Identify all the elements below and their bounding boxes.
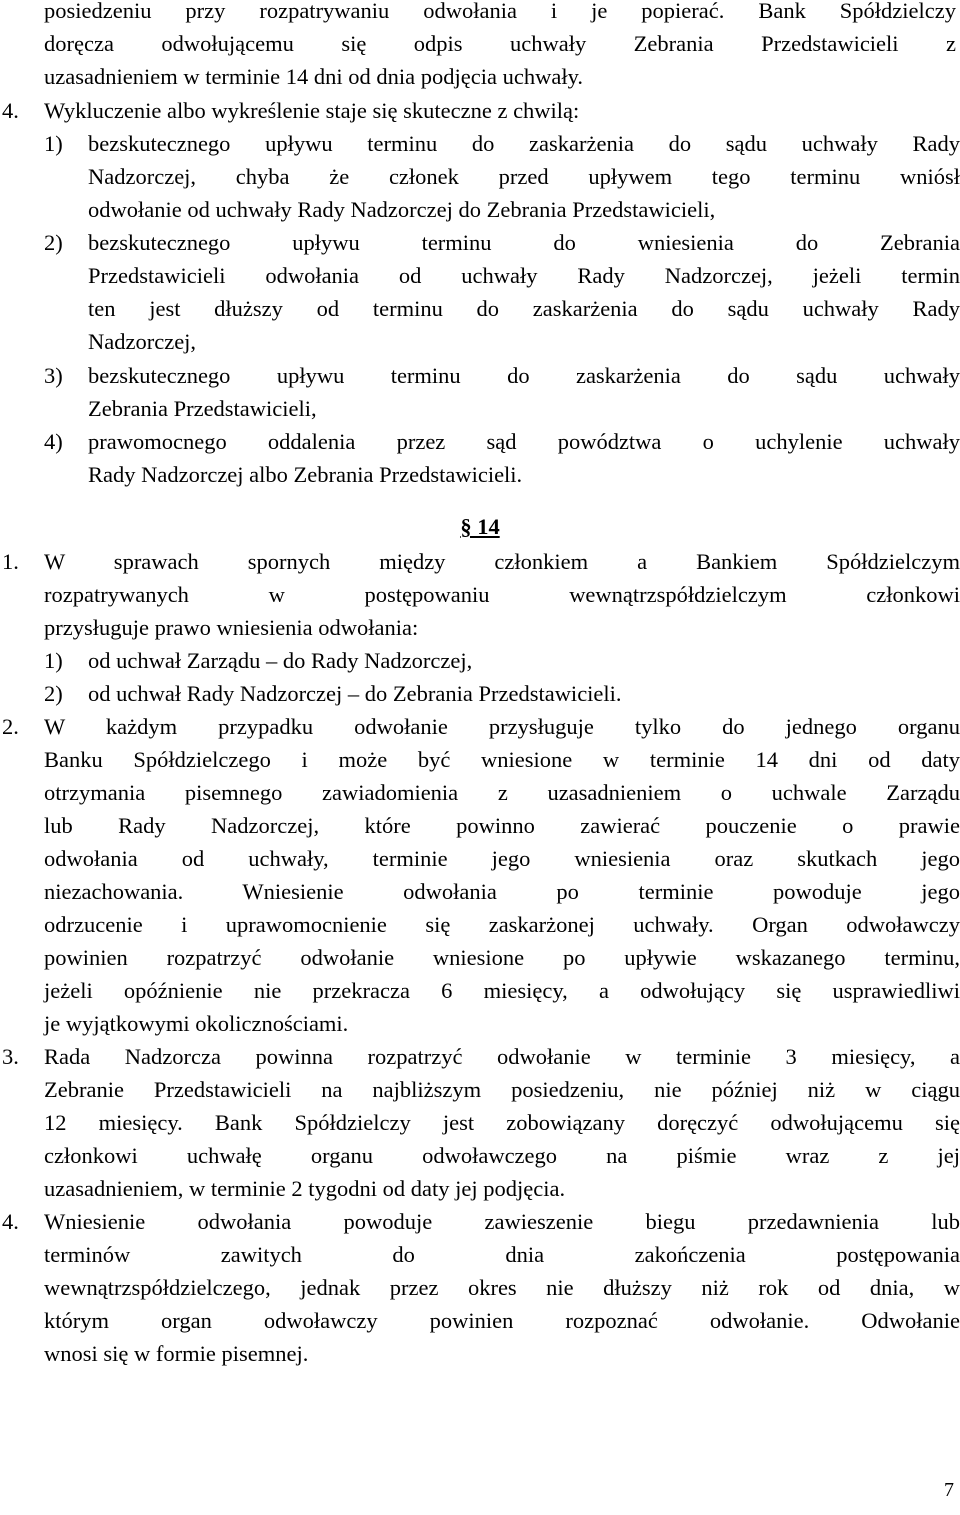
item-number: 2. xyxy=(2,714,19,739)
item-number: 3. xyxy=(2,1044,19,1069)
text-line: bezskutecznego upływu terminu do zaskarżenia do sądu uchwały xyxy=(88,363,960,388)
subitem-number: 1) xyxy=(44,648,63,673)
text-line: Nadzorczej, chyba że członek przed upływem tego terminu wniósł xyxy=(88,164,960,189)
text-line: odwołania od uchwały, terminie jego wniesienia oraz skutkach jego xyxy=(44,846,960,871)
text-line: je wyjątkowymi okolicznościami. xyxy=(44,1011,349,1036)
text-line: W każdym przypadku odwołanie przysługuje tylko do jednego organu xyxy=(44,714,960,739)
text-line: którym organ odwoławczy powinien rozpoznać odwołanie. Odwołanie xyxy=(44,1308,960,1333)
text-line: ten jest dłuższy od terminu do zaskarżenia do sądu uchwały Rady xyxy=(88,296,960,321)
text-line: wewnątrzspółdzielczego, jednak przez okres nie dłuższy niż rok od dnia, w xyxy=(44,1275,960,1300)
section-item-4 xyxy=(0,1205,960,1370)
item-number: 4. xyxy=(2,1209,19,1234)
text-line: doręcza odwołującemu się odpis uchwały Zebrania Przedstawicieli z xyxy=(44,31,956,56)
subitem-2 xyxy=(44,226,960,358)
text-line: Nadzorczej, xyxy=(88,329,197,354)
item-number: 1. xyxy=(2,549,19,574)
section-item-3 xyxy=(0,1040,960,1205)
subitem-number: 1) xyxy=(44,131,63,156)
text-line: odwołanie od uchwały Rady Nadzorczej do Zebrania Przedstawicieli, xyxy=(88,197,716,222)
subitem-number: 3) xyxy=(44,363,63,388)
text-line: Wniesienie odwołania powoduje zawieszenie biegu przedawnienia lub xyxy=(44,1209,960,1234)
top-continuation-paragraph xyxy=(44,0,956,93)
item-4-exclusion xyxy=(0,94,960,127)
page-number: 7 xyxy=(944,1479,954,1501)
text-line: Zebrania Przedstawicieli, xyxy=(88,396,317,421)
item-number: 4. xyxy=(2,98,19,123)
text-line: powinien rozpatrzyć odwołanie wniesione po upływie wskazanego terminu, xyxy=(44,945,960,970)
text-line: lub Rady Nadzorczej, które powinno zawierać pouczenie o prawie xyxy=(44,813,960,838)
subitem-number: 2) xyxy=(44,681,63,706)
text-line: bezskutecznego upływu terminu do zaskarżenia do sądu uchwały Rady xyxy=(88,131,960,156)
text-line: Zebranie Przedstawicieli na najbliższym posiedzeniu, nie później niż w ciągu xyxy=(44,1077,960,1102)
section-heading: § 14 xyxy=(460,514,500,539)
text-line: uzasadnieniem w terminie 14 dni od dnia podjęcia uchwały. xyxy=(44,64,584,89)
section-item-2 xyxy=(0,710,960,1040)
text-line: niezachowania. Wniesienie odwołania po terminie powoduje jego xyxy=(44,879,960,904)
subitem-3 xyxy=(44,359,960,425)
subitem-text: od uchwał Rady Nadzorczej – do Zebrania Przedstawicieli. xyxy=(88,681,622,706)
text-line: rozpatrywanych w postępowaniu wewnątrzspółdzielczym członkowi xyxy=(44,582,960,607)
subitem-1 xyxy=(44,127,960,226)
text-line: posiedzeniu przy rozpatrywaniu odwołania i je popierać. Bank Spółdzielczy xyxy=(44,0,956,23)
text-line: bezskutecznego upływu terminu do wniesienia do Zebrania xyxy=(88,230,960,255)
item-text: Wykluczenie albo wykreślenie staje się skuteczne z chwilą: xyxy=(44,98,580,123)
text-line: 12 miesięcy. Bank Spółdzielczy jest zobowiązany doręczyć odwołującemu się xyxy=(44,1110,960,1135)
text-line: odrzucenie i uprawomocnienie się zaskarżonej uchwały. Organ odwoławczy xyxy=(44,912,960,937)
subitem-number: 4) xyxy=(44,429,63,454)
text-line: przysługuje prawo wniesienia odwołania: xyxy=(44,615,419,640)
text-line: Rady Nadzorczej albo Zebrania Przedstawicieli. xyxy=(88,462,523,487)
text-line: prawomocnego oddalenia przez sąd powództwa o uchylenie uchwały xyxy=(88,429,960,454)
text-line: członkowi uchwałę organu odwoławczego na piśmie wraz z jej xyxy=(44,1143,960,1168)
text-line: Banku Spółdzielczego i może być wniesione w terminie 14 dni od daty xyxy=(44,747,960,772)
text-line: W sprawach spornych między członkiem a Bankiem Spółdzielczym xyxy=(44,549,960,574)
text-line: terminów zawitych do dnia zakończenia postępowania xyxy=(44,1242,960,1267)
section-item-1 xyxy=(0,545,960,710)
text-line: wnosi się w formie pisemnej. xyxy=(44,1341,309,1366)
subitem-number: 2) xyxy=(44,230,63,255)
text-line: uzasadnieniem, w terminie 2 tygodni od daty jej podjęcia. xyxy=(44,1176,566,1201)
text-line: otrzymania pisemnego zawiadomienia z uzasadnieniem o uchwale Zarządu xyxy=(44,780,960,805)
text-line: jeżeli opóźnienie nie przekracza 6 miesięcy, a odwołujący się usprawiedliwi xyxy=(44,978,960,1003)
text-line: Rada Nadzorcza powinna rozpatrzyć odwołanie w terminie 3 miesięcy, a xyxy=(44,1044,960,1069)
subitem-4 xyxy=(44,425,960,491)
subitem-text: od uchwał Zarządu – do Rady Nadzorczej, xyxy=(88,648,473,673)
text-line: Przedstawicieli odwołania od uchwały Rady Nadzorczej, jeżeli termin xyxy=(88,263,960,288)
